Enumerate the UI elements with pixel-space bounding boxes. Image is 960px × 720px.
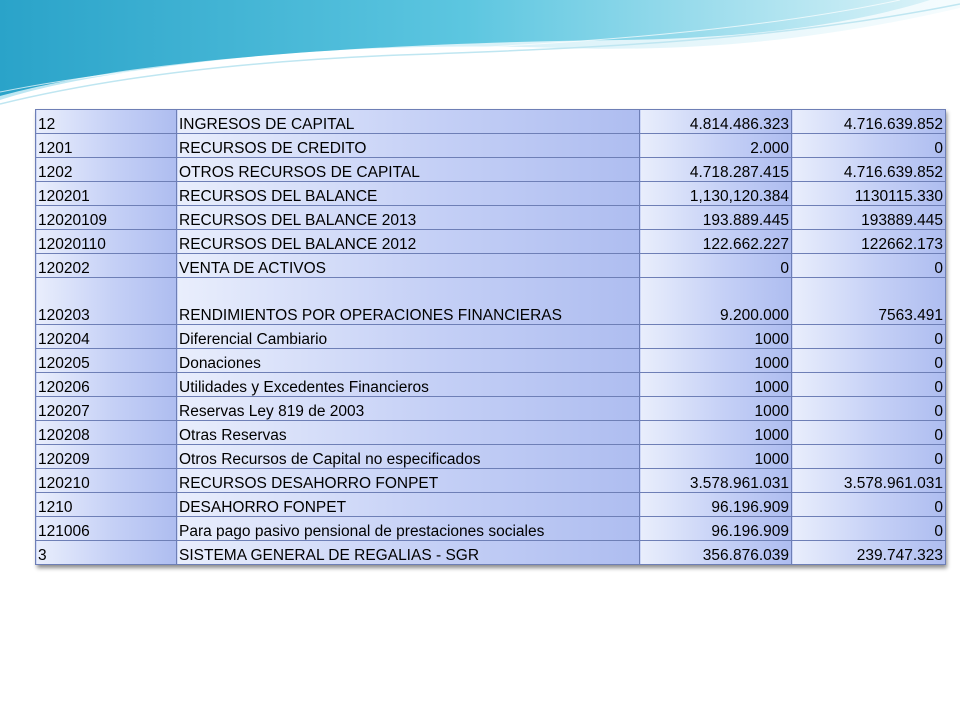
- budget-table-container: [35, 109, 945, 565]
- code-cell: 12020109: [36, 206, 177, 230]
- table-row: [36, 230, 946, 254]
- concept-cell: Reservas Ley 819 de 2003: [177, 397, 640, 421]
- table-row: [36, 134, 946, 158]
- table-row: [36, 182, 946, 206]
- table-row: [36, 445, 946, 469]
- value2-cell: 122662.173: [792, 230, 946, 254]
- value2-cell: 0: [792, 349, 946, 373]
- concept-cell: INGRESOS DE CAPITAL: [177, 110, 640, 134]
- concept-cell: RECURSOS DESAHORRO FONPET: [177, 469, 640, 493]
- table-row: [36, 110, 946, 134]
- value1-cell: 2.000: [640, 134, 792, 158]
- value1-cell: 1000: [640, 325, 792, 349]
- concept-cell: Otras Reservas: [177, 421, 640, 445]
- concept-cell: RECURSOS DEL BALANCE 2012: [177, 230, 640, 254]
- code-cell: 1201: [36, 134, 177, 158]
- code-cell: 120209: [36, 445, 177, 469]
- table-row: [36, 254, 946, 278]
- concept-cell: OTROS RECURSOS DE CAPITAL: [177, 158, 640, 182]
- value1-cell: 1000: [640, 421, 792, 445]
- concept-cell: RENDIMIENTOS POR OPERACIONES FINANCIERAS: [177, 278, 640, 325]
- value2-cell: 7563.491: [792, 278, 946, 325]
- value1-cell: 4.718.287.415: [640, 158, 792, 182]
- concept-cell: Diferencial Cambiario: [177, 325, 640, 349]
- code-cell: 12: [36, 110, 177, 134]
- value2-cell: 0: [792, 134, 946, 158]
- budget-table: [35, 109, 946, 565]
- code-cell: 12020110: [36, 230, 177, 254]
- concept-cell: DESAHORRO FONPET: [177, 493, 640, 517]
- code-cell: 120207: [36, 397, 177, 421]
- table-row: [36, 349, 946, 373]
- concept-cell: RECURSOS DEL BALANCE: [177, 182, 640, 206]
- table-row: [36, 421, 946, 445]
- value1-cell: 356.876.039: [640, 541, 792, 565]
- code-cell: 120206: [36, 373, 177, 397]
- code-cell: 120202: [36, 254, 177, 278]
- value1-cell: 1000: [640, 445, 792, 469]
- table-row: [36, 469, 946, 493]
- value1-cell: 122.662.227: [640, 230, 792, 254]
- value2-cell: 239.747.323: [792, 541, 946, 565]
- table-row: [36, 397, 946, 421]
- value1-cell: 9.200.000: [640, 278, 792, 325]
- table-row: [36, 206, 946, 230]
- value2-cell: 0: [792, 445, 946, 469]
- value2-cell: 0: [792, 254, 946, 278]
- concept-cell: Otros Recursos de Capital no especificados: [177, 445, 640, 469]
- table-row: [36, 493, 946, 517]
- value2-cell: 0: [792, 397, 946, 421]
- concept-cell: Donaciones: [177, 349, 640, 373]
- value1-cell: 96.196.909: [640, 493, 792, 517]
- code-cell: 120205: [36, 349, 177, 373]
- concept-cell: Utilidades y Excedentes Financieros: [177, 373, 640, 397]
- value1-cell: 193.889.445: [640, 206, 792, 230]
- value2-cell: 0: [792, 373, 946, 397]
- concept-cell: RECURSOS DE CREDITO: [177, 134, 640, 158]
- code-cell: 120201: [36, 182, 177, 206]
- value2-cell: 0: [792, 517, 946, 541]
- value1-cell: 3.578.961.031: [640, 469, 792, 493]
- concept-cell: SISTEMA GENERAL DE REGALIAS - SGR: [177, 541, 640, 565]
- table-row: [36, 158, 946, 182]
- concept-cell: RECURSOS DEL BALANCE 2013: [177, 206, 640, 230]
- value1-cell: 96.196.909: [640, 517, 792, 541]
- code-cell: 1202: [36, 158, 177, 182]
- value1-cell: 1000: [640, 349, 792, 373]
- value1-cell: 1000: [640, 397, 792, 421]
- value2-cell: 0: [792, 325, 946, 349]
- code-cell: 3: [36, 541, 177, 565]
- value1-cell: 1,130,120.384: [640, 182, 792, 206]
- value2-cell: 3.578.961.031: [792, 469, 946, 493]
- code-cell: 121006: [36, 517, 177, 541]
- table-row: [36, 325, 946, 349]
- budget-table-body: [36, 110, 946, 565]
- value1-cell: 4.814.486.323: [640, 110, 792, 134]
- value2-cell: 0: [792, 493, 946, 517]
- table-row: [36, 373, 946, 397]
- code-cell: 1210: [36, 493, 177, 517]
- concept-cell: Para pago pasivo pensional de prestaciones sociales: [177, 517, 640, 541]
- code-cell: 120203: [36, 278, 177, 325]
- code-cell: 120208: [36, 421, 177, 445]
- table-row: [36, 278, 946, 325]
- value2-cell: 193889.445: [792, 206, 946, 230]
- value1-cell: 0: [640, 254, 792, 278]
- code-cell: 120204: [36, 325, 177, 349]
- value2-cell: 4.716.639.852: [792, 110, 946, 134]
- table-row: [36, 517, 946, 541]
- code-cell: 120210: [36, 469, 177, 493]
- value2-cell: 1130115.330: [792, 182, 946, 206]
- value2-cell: 0: [792, 421, 946, 445]
- concept-cell: VENTA DE ACTIVOS: [177, 254, 640, 278]
- value2-cell: 4.716.639.852: [792, 158, 946, 182]
- table-row: [36, 541, 946, 565]
- value1-cell: 1000: [640, 373, 792, 397]
- decorative-wave-header: [0, 0, 960, 110]
